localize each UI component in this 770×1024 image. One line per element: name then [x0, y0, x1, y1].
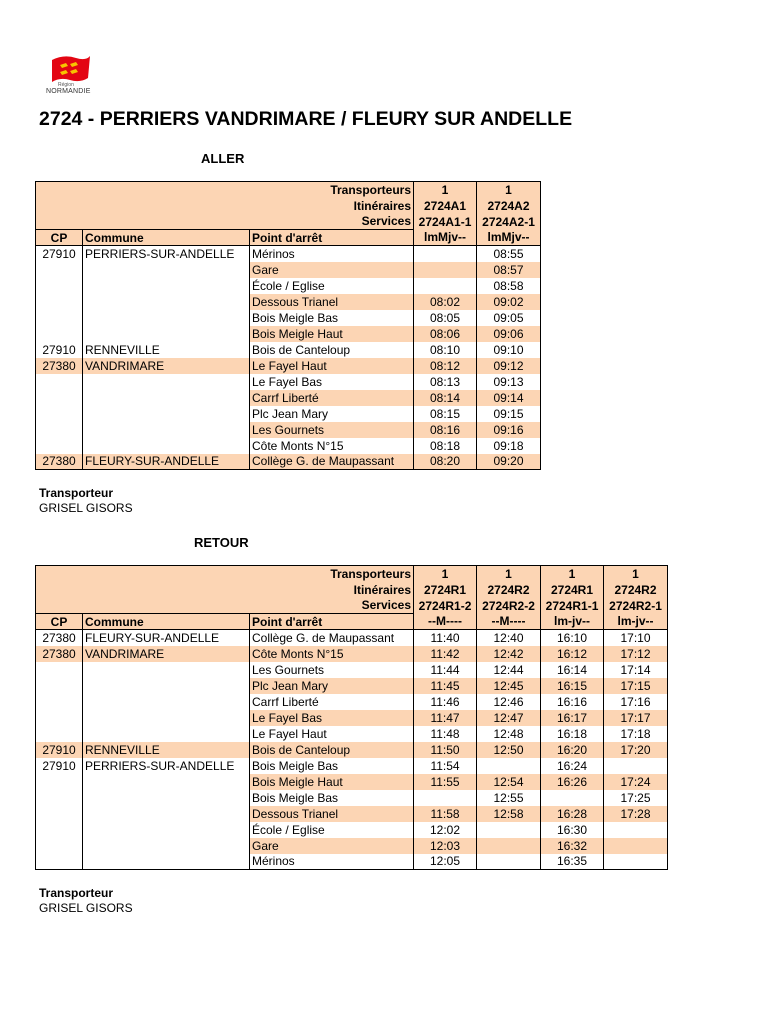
days-column-header: --M----: [477, 614, 541, 630]
stop-cell: Dessous Trianel: [250, 294, 414, 310]
retour-header-transporteur-row: [36, 566, 668, 582]
stop-cell: Les Gournets: [250, 662, 414, 678]
table-row: [36, 694, 668, 710]
time-cell: 09:06: [477, 326, 541, 342]
table-row: [36, 390, 541, 406]
time-cell: 09:10: [477, 342, 541, 358]
time-cell: [604, 758, 668, 774]
time-cell: 09:18: [477, 438, 541, 454]
aller-header-service-cell: 2724A1-1: [414, 214, 477, 230]
time-cell: 11:40: [414, 630, 477, 646]
table-row: [36, 630, 668, 646]
time-cell: 16:24: [541, 758, 604, 774]
days-column-header: lmMjv--: [414, 230, 477, 246]
aller-transporteur-note: [39, 486, 133, 515]
stop-cell: Carrf Liberté: [250, 694, 414, 710]
time-cell: 16:10: [541, 630, 604, 646]
stop-cell: Bois Meigle Bas: [250, 790, 414, 806]
time-cell: 16:26: [541, 774, 604, 790]
retour-header-transporteur-cell: 1: [477, 566, 541, 582]
stop-column-header: Point d'arrêt: [250, 614, 414, 630]
table-row: [36, 822, 668, 838]
aller-column-headers: [36, 230, 541, 246]
time-cell: 17:14: [604, 662, 668, 678]
time-cell: 16:14: [541, 662, 604, 678]
stop-cell: École / Eglise: [250, 278, 414, 294]
time-cell: 17:16: [604, 694, 668, 710]
retour-header-service-row: [36, 598, 668, 614]
stop-cell: Gare: [250, 262, 414, 278]
cp-cell: 27910: [36, 742, 83, 758]
aller-header-label: Transporteurs: [36, 182, 414, 198]
time-cell: 12:58: [477, 806, 541, 822]
cp-cell: 27910: [36, 342, 83, 358]
time-cell: 08:12: [414, 358, 477, 374]
time-cell: 08:14: [414, 390, 477, 406]
cp-cell: 27380: [36, 630, 83, 646]
commune-cell: RENNEVILLE: [83, 342, 250, 358]
retour-header-transporteur-cell: 1: [414, 566, 477, 582]
table-row: [36, 278, 541, 294]
time-cell: 08:13: [414, 374, 477, 390]
time-cell: 11:44: [414, 662, 477, 678]
aller-header-service-row: [36, 214, 541, 230]
table-row: [36, 662, 668, 678]
table-row: [36, 758, 668, 774]
table-row: [36, 726, 668, 742]
retour-header-label: Services: [36, 598, 414, 614]
commune-cell: FLEURY-SUR-ANDELLE: [83, 454, 250, 470]
time-cell: [604, 822, 668, 838]
time-cell: 17:10: [604, 630, 668, 646]
retour-header-service-cell: 2724R2-1: [604, 598, 668, 614]
commune-cell: [83, 262, 250, 278]
time-cell: 08:05: [414, 310, 477, 326]
retour-header-label: Transporteurs: [36, 566, 414, 582]
stop-cell: Bois Meigle Bas: [250, 758, 414, 774]
cp-cell: [36, 806, 83, 822]
retour-column-headers: [36, 614, 668, 630]
cp-cell: [36, 278, 83, 294]
time-cell: 16:18: [541, 726, 604, 742]
time-cell: 16:20: [541, 742, 604, 758]
stop-cell: Plc Jean Mary: [250, 406, 414, 422]
aller-header-service-cell: 2724A2-1: [477, 214, 541, 230]
days-column-header: --M----: [414, 614, 477, 630]
table-row: [36, 358, 541, 374]
table-row: [36, 406, 541, 422]
time-cell: 11:58: [414, 806, 477, 822]
time-cell: 09:13: [477, 374, 541, 390]
time-cell: 16:28: [541, 806, 604, 822]
time-cell: 08:58: [477, 278, 541, 294]
aller-header-transporteur-row: [36, 182, 541, 198]
time-cell: 12:46: [477, 694, 541, 710]
time-cell: 16:32: [541, 838, 604, 854]
time-cell: [477, 838, 541, 854]
aller-header-itineraire-cell: 2724A1: [414, 198, 477, 214]
stop-cell: École / Eglise: [250, 822, 414, 838]
table-row: [36, 646, 668, 662]
aller-header-itineraire-cell: 2724A2: [477, 198, 541, 214]
commune-cell: [83, 806, 250, 822]
time-cell: 16:17: [541, 710, 604, 726]
cp-column-header: CP: [36, 230, 83, 246]
commune-cell: [83, 854, 250, 870]
time-cell: 09:16: [477, 422, 541, 438]
stop-cell: Le Fayel Bas: [250, 374, 414, 390]
time-cell: [541, 790, 604, 806]
time-cell: 09:15: [477, 406, 541, 422]
table-row: [36, 806, 668, 822]
cp-cell: 27380: [36, 646, 83, 662]
time-cell: 09:05: [477, 310, 541, 326]
time-cell: [477, 758, 541, 774]
time-cell: 17:18: [604, 726, 668, 742]
commune-cell: PERRIERS-SUR-ANDELLE: [83, 246, 250, 262]
time-cell: 16:12: [541, 646, 604, 662]
time-cell: 08:18: [414, 438, 477, 454]
commune-cell: [83, 406, 250, 422]
cp-cell: [36, 694, 83, 710]
cp-cell: [36, 662, 83, 678]
commune-cell: VANDRIMARE: [83, 358, 250, 374]
cp-cell: [36, 678, 83, 694]
retour-transporteur-label: Transporteur: [39, 886, 114, 900]
table-row: [36, 854, 668, 870]
cp-cell: [36, 310, 83, 326]
table-row: [36, 246, 541, 262]
stop-cell: Côte Monts N°15: [250, 438, 414, 454]
stop-cell: Côte Monts N°15: [250, 646, 414, 662]
table-row: [36, 838, 668, 854]
table-row: [36, 678, 668, 694]
time-cell: 12:44: [477, 662, 541, 678]
stop-cell: Bois Meigle Bas: [250, 310, 414, 326]
stop-cell: Le Fayel Bas: [250, 710, 414, 726]
cp-column-header: CP: [36, 614, 83, 630]
table-row: [36, 310, 541, 326]
table-row: [36, 742, 668, 758]
time-cell: [414, 246, 477, 262]
time-cell: [604, 838, 668, 854]
commune-cell: [83, 838, 250, 854]
time-cell: 12:50: [477, 742, 541, 758]
time-cell: [414, 262, 477, 278]
time-cell: 11:54: [414, 758, 477, 774]
commune-cell: [83, 310, 250, 326]
commune-cell: [83, 774, 250, 790]
time-cell: 08:20: [414, 454, 477, 470]
cp-cell: 27380: [36, 358, 83, 374]
cp-cell: [36, 726, 83, 742]
time-cell: 12:03: [414, 838, 477, 854]
cp-cell: 27380: [36, 454, 83, 470]
days-column-header: lmMjv--: [477, 230, 541, 246]
time-cell: 17:25: [604, 790, 668, 806]
commune-column-header: Commune: [83, 230, 250, 246]
stop-cell: Bois de Canteloup: [250, 342, 414, 358]
table-row: [36, 438, 541, 454]
stop-cell: Les Gournets: [250, 422, 414, 438]
cp-cell: [36, 838, 83, 854]
time-cell: 08:02: [414, 294, 477, 310]
aller-header-label: Services: [36, 214, 414, 230]
time-cell: 09:20: [477, 454, 541, 470]
table-row: [36, 374, 541, 390]
table-row: [36, 342, 541, 358]
stop-cell: Le Fayel Haut: [250, 358, 414, 374]
cp-cell: 27910: [36, 758, 83, 774]
retour-header-service-cell: 2724R1-2: [414, 598, 477, 614]
commune-cell: PERRIERS-SUR-ANDELLE: [83, 758, 250, 774]
commune-cell: FLEURY-SUR-ANDELLE: [83, 630, 250, 646]
time-cell: 12:45: [477, 678, 541, 694]
retour-header-transporteur-cell: 1: [541, 566, 604, 582]
time-cell: 16:16: [541, 694, 604, 710]
table-row: [36, 262, 541, 278]
days-column-header: lm-jv--: [604, 614, 668, 630]
commune-cell: VANDRIMARE: [83, 646, 250, 662]
time-cell: [477, 854, 541, 870]
time-cell: 09:02: [477, 294, 541, 310]
aller-timetable: [35, 181, 541, 470]
retour-header-itineraire-cell: 2724R1: [414, 582, 477, 598]
aller-transporteur-label: Transporteur: [39, 486, 114, 500]
stop-cell: Bois Meigle Haut: [250, 774, 414, 790]
time-cell: 12:47: [477, 710, 541, 726]
time-cell: 12:55: [477, 790, 541, 806]
stop-cell: Bois de Canteloup: [250, 742, 414, 758]
time-cell: 08:06: [414, 326, 477, 342]
table-row: [36, 294, 541, 310]
stop-cell: Dessous Trianel: [250, 806, 414, 822]
retour-transporteur-note: [39, 886, 133, 915]
stop-cell: Mérinos: [250, 246, 414, 262]
cp-cell: [36, 262, 83, 278]
table-row: [36, 422, 541, 438]
time-cell: 08:57: [477, 262, 541, 278]
commune-cell: [83, 726, 250, 742]
aller-header-transporteur-cell: 1: [414, 182, 477, 198]
table-row: [36, 790, 668, 806]
commune-cell: [83, 710, 250, 726]
commune-cell: [83, 326, 250, 342]
cp-cell: [36, 790, 83, 806]
commune-cell: [83, 662, 250, 678]
retour-header-itineraire-cell: 2724R2: [604, 582, 668, 598]
time-cell: 08:10: [414, 342, 477, 358]
stop-column-header: Point d'arrêt: [250, 230, 414, 246]
commune-cell: [83, 278, 250, 294]
time-cell: [477, 822, 541, 838]
commune-cell: [83, 390, 250, 406]
time-cell: 17:12: [604, 646, 668, 662]
retour-timetable: [35, 565, 668, 870]
region-normandie-logo: [46, 52, 98, 97]
cp-cell: [36, 774, 83, 790]
time-cell: 11:45: [414, 678, 477, 694]
cp-cell: [36, 374, 83, 390]
stop-cell: Bois Meigle Haut: [250, 326, 414, 342]
time-cell: 17:28: [604, 806, 668, 822]
cp-cell: [36, 422, 83, 438]
time-cell: 12:54: [477, 774, 541, 790]
retour-header-service-cell: 2724R2-2: [477, 598, 541, 614]
retour-header-service-cell: 2724R1-1: [541, 598, 604, 614]
commune-cell: [83, 822, 250, 838]
commune-cell: [83, 374, 250, 390]
time-cell: 12:02: [414, 822, 477, 838]
commune-cell: [83, 422, 250, 438]
table-row: [36, 774, 668, 790]
retour-header-itineraire-row: [36, 582, 668, 598]
commune-cell: [83, 790, 250, 806]
commune-cell: [83, 438, 250, 454]
retour-header-itineraire-cell: 2724R1: [541, 582, 604, 598]
cp-cell: [36, 390, 83, 406]
time-cell: 09:14: [477, 390, 541, 406]
cp-cell: [36, 438, 83, 454]
retour-label: RETOUR: [194, 535, 249, 550]
table-row: [36, 326, 541, 342]
time-cell: 16:15: [541, 678, 604, 694]
time-cell: 17:17: [604, 710, 668, 726]
time-cell: 11:47: [414, 710, 477, 726]
time-cell: 12:05: [414, 854, 477, 870]
aller-header-transporteur-cell: 1: [477, 182, 541, 198]
cp-cell: [36, 406, 83, 422]
time-cell: [414, 278, 477, 294]
cp-cell: [36, 326, 83, 342]
logo-top-text: Région: [58, 82, 74, 88]
time-cell: 11:55: [414, 774, 477, 790]
time-cell: 17:20: [604, 742, 668, 758]
time-cell: 08:16: [414, 422, 477, 438]
aller-header-itineraire-row: [36, 198, 541, 214]
stop-cell: Collège G. de Maupassant: [250, 454, 414, 470]
aller-label: ALLER: [201, 151, 245, 166]
aller-transporteur-name: GRISEL GISORS: [39, 501, 133, 515]
aller-header-label: Itinéraires: [36, 198, 414, 214]
page-title: 2724 - PERRIERS VANDRIMARE / FLEURY SUR ANDELLE: [39, 108, 573, 130]
time-cell: 17:15: [604, 678, 668, 694]
cp-cell: [36, 854, 83, 870]
time-cell: 12:42: [477, 646, 541, 662]
retour-header-transporteur-cell: 1: [604, 566, 668, 582]
time-cell: 17:24: [604, 774, 668, 790]
time-cell: 12:48: [477, 726, 541, 742]
stop-cell: Collège G. de Maupassant: [250, 630, 414, 646]
days-column-header: lm-jv--: [541, 614, 604, 630]
stop-cell: Gare: [250, 838, 414, 854]
time-cell: 11:46: [414, 694, 477, 710]
table-row: [36, 710, 668, 726]
time-cell: 08:15: [414, 406, 477, 422]
table-row: [36, 454, 541, 470]
cp-cell: 27910: [36, 246, 83, 262]
time-cell: 11:50: [414, 742, 477, 758]
cp-cell: [36, 294, 83, 310]
stop-cell: Carrf Liberté: [250, 390, 414, 406]
time-cell: [414, 790, 477, 806]
time-cell: [604, 854, 668, 870]
commune-cell: [83, 294, 250, 310]
time-cell: 09:12: [477, 358, 541, 374]
commune-cell: [83, 694, 250, 710]
time-cell: 16:35: [541, 854, 604, 870]
stop-cell: Le Fayel Haut: [250, 726, 414, 742]
stop-cell: Mérinos: [250, 854, 414, 870]
time-cell: 11:48: [414, 726, 477, 742]
logo-bottom-text: NORMANDIE: [46, 88, 91, 95]
cp-cell: [36, 710, 83, 726]
stop-cell: Plc Jean Mary: [250, 678, 414, 694]
time-cell: 12:40: [477, 630, 541, 646]
retour-header-itineraire-cell: 2724R2: [477, 582, 541, 598]
retour-header-label: Itinéraires: [36, 582, 414, 598]
commune-column-header: Commune: [83, 614, 250, 630]
commune-cell: RENNEVILLE: [83, 742, 250, 758]
time-cell: 11:42: [414, 646, 477, 662]
commune-cell: [83, 678, 250, 694]
cp-cell: [36, 822, 83, 838]
retour-transporteur-name: GRISEL GISORS: [39, 901, 133, 915]
time-cell: 08:55: [477, 246, 541, 262]
time-cell: 16:30: [541, 822, 604, 838]
